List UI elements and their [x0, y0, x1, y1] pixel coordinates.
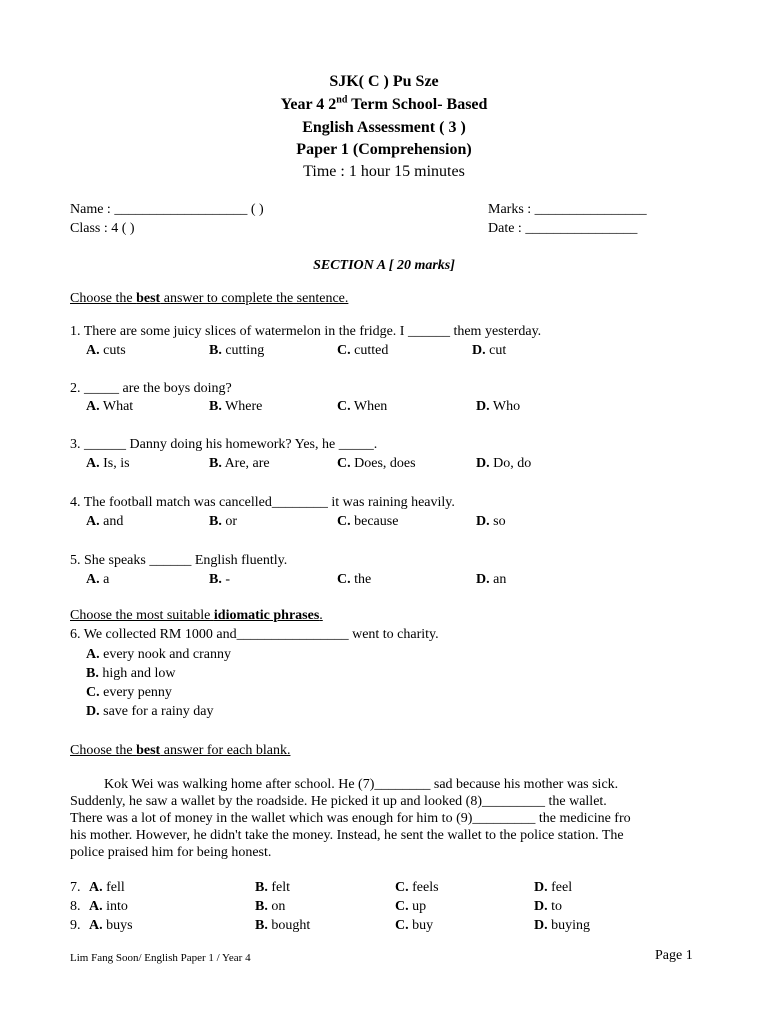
- option-letter: A.: [86, 514, 100, 529]
- option-text: What: [99, 399, 134, 414]
- q4-option-c: [337, 513, 398, 531]
- q8-option-b: [255, 898, 285, 916]
- q6-option-b: [86, 665, 175, 683]
- class-field: Class : 4 ( ): [70, 221, 135, 236]
- passage-line-4: his mother. However, he didn't take the money. Instead, he sent the wallet to the police station. The: [70, 828, 624, 843]
- school-name: SJK( C ) Pu Sze: [329, 73, 439, 90]
- q8-option-d: [534, 898, 562, 916]
- passage-line-2: Suddenly, he saw a wallet by the roadside. He picked it up and looked (8)_________ the wallet.: [70, 794, 607, 809]
- option-letter: C.: [86, 685, 100, 700]
- q3-option-c: [337, 455, 416, 473]
- option-letter: C.: [337, 343, 351, 358]
- instruction-complete-sentence: [70, 290, 348, 308]
- q8-option-a: [89, 898, 128, 916]
- question-1: 1. There are some juicy slices of watermelon in the fridge. I ______ them yesterday.: [70, 324, 542, 339]
- instruction-bold: best: [136, 291, 161, 306]
- option-text: into: [102, 899, 128, 914]
- option-text: save for a rainy day: [99, 704, 214, 719]
- page-number: Page 1: [655, 948, 693, 963]
- q8-number: 8.: [70, 899, 81, 914]
- option-letter: C.: [395, 880, 409, 895]
- option-letter: C.: [395, 899, 409, 914]
- q1-option-c: [337, 342, 388, 360]
- instruction-text: Choose the: [70, 291, 137, 306]
- question-4: 4. The football match was cancelled________ it was raining heavily.: [70, 495, 455, 510]
- option-text: up: [408, 899, 427, 914]
- option-text: or: [221, 514, 238, 529]
- option-text: and: [99, 514, 124, 529]
- option-letter: D.: [476, 514, 490, 529]
- option-text: high and low: [98, 666, 176, 681]
- option-letter: A.: [86, 647, 100, 662]
- term-prefix: Year 4 2: [280, 96, 337, 113]
- option-letter: D.: [476, 572, 490, 587]
- option-text: cuts: [99, 343, 126, 358]
- option-letter: D.: [534, 880, 548, 895]
- q7-option-d: [534, 879, 572, 897]
- passage-line-1: Kok Wei was walking home after school. He (7)________ sad because his mother was sick.: [104, 777, 619, 792]
- q3-option-d: [476, 455, 531, 473]
- q6-option-c: [86, 684, 172, 702]
- q7-option-a: [89, 879, 125, 897]
- option-letter: D.: [476, 456, 490, 471]
- option-letter: B.: [209, 399, 222, 414]
- q7-number: 7.: [70, 880, 81, 895]
- q7-option-b: [255, 879, 290, 897]
- option-text: on: [267, 899, 286, 914]
- passage-line-5: police praised him for being honest.: [70, 845, 272, 860]
- option-letter: C.: [337, 514, 351, 529]
- q5-option-c: [337, 571, 371, 589]
- q2-option-c: [337, 398, 387, 416]
- q2-option-a: [86, 398, 133, 416]
- option-letter: C.: [337, 456, 351, 471]
- option-text: Do, do: [489, 456, 532, 471]
- option-letter: A.: [89, 899, 103, 914]
- option-text: fell: [102, 880, 125, 895]
- option-text: so: [489, 514, 506, 529]
- q3-option-b: [209, 455, 270, 473]
- option-letter: B.: [209, 456, 222, 471]
- option-text: When: [350, 399, 388, 414]
- option-letter: A.: [89, 880, 103, 895]
- option-letter: B.: [255, 918, 268, 933]
- option-letter: A.: [86, 456, 100, 471]
- instruction-idiomatic-phrases: [70, 607, 323, 625]
- q5-option-b: [209, 571, 230, 589]
- instruction-text: .: [319, 608, 323, 623]
- option-text: to: [547, 899, 563, 914]
- option-letter: B.: [209, 514, 222, 529]
- option-letter: D.: [534, 899, 548, 914]
- q9-option-a: [89, 917, 133, 935]
- option-text: bought: [267, 918, 311, 933]
- date-field: Date : ________________: [488, 221, 638, 236]
- time-allowed: Time : 1 hour 15 minutes: [303, 163, 465, 180]
- q1-option-b: [209, 342, 264, 360]
- option-letter: A.: [89, 918, 103, 933]
- option-letter: D.: [476, 399, 490, 414]
- q2-option-d: [476, 398, 520, 416]
- passage-line-3: There was a lot of money in the wallet which was enough for him to (9)_________ the medicine fro: [70, 811, 631, 826]
- option-text: the: [350, 572, 372, 587]
- q9-option-c: [395, 917, 433, 935]
- q9-option-b: [255, 917, 310, 935]
- term-sup: nd: [336, 94, 348, 106]
- section-a-title: SECTION A [ 20 marks]: [313, 258, 455, 273]
- option-text: buys: [102, 918, 133, 933]
- option-text: -: [221, 572, 231, 587]
- marks-field: Marks : ________________: [488, 202, 647, 217]
- option-letter: A.: [86, 343, 100, 358]
- q4-option-d: [476, 513, 506, 531]
- instruction-text: answer to complete the sentence.: [160, 291, 349, 306]
- assessment-title: English Assessment ( 3 ): [302, 119, 466, 136]
- option-text: Is, is: [99, 456, 130, 471]
- q8-option-c: [395, 898, 426, 916]
- option-text: because: [350, 514, 399, 529]
- option-letter: B.: [209, 572, 222, 587]
- option-letter: C.: [337, 572, 351, 587]
- q3-option-a: [86, 455, 130, 473]
- option-text: feel: [547, 880, 573, 895]
- instruction-text: answer for each blank.: [160, 743, 291, 758]
- option-letter: B.: [255, 880, 268, 895]
- option-letter: C.: [395, 918, 409, 933]
- q7-option-c: [395, 879, 439, 897]
- option-letter: A.: [86, 572, 100, 587]
- option-text: Where: [221, 399, 263, 414]
- option-text: buying: [547, 918, 591, 933]
- q1-option-a: [86, 342, 126, 360]
- instruction-each-blank: [70, 742, 290, 760]
- q6-option-d: [86, 703, 214, 721]
- option-text: felt: [267, 880, 290, 895]
- option-text: an: [489, 572, 507, 587]
- option-text: Are, are: [221, 456, 270, 471]
- instruction-text: Choose the: [70, 743, 137, 758]
- paper-title: Paper 1 (Comprehension): [296, 141, 472, 158]
- instruction-text: Choose the most suitable: [70, 608, 214, 623]
- option-letter: B.: [209, 343, 222, 358]
- footer-author: Lim Fang Soon/ English Paper 1 / Year 4: [70, 952, 251, 964]
- q4-option-b: [209, 513, 237, 531]
- option-letter: C.: [337, 399, 351, 414]
- option-letter: D.: [534, 918, 548, 933]
- option-letter: A.: [86, 399, 100, 414]
- term-suffix: Term School- Based: [347, 96, 488, 113]
- question-2: 2. _____ are the boys doing?: [70, 381, 232, 396]
- option-text: every nook and cranny: [99, 647, 232, 662]
- option-letter: D.: [472, 343, 486, 358]
- q5-option-d: [476, 571, 506, 589]
- question-6: 6. We collected RM 1000 and________________ went to charity.: [70, 627, 439, 642]
- q5-option-a: [86, 571, 109, 589]
- q6-option-a: [86, 646, 231, 664]
- option-text: cutting: [221, 343, 265, 358]
- option-letter: D.: [86, 704, 100, 719]
- option-text: every penny: [99, 685, 172, 700]
- instruction-bold: idiomatic phrases: [213, 608, 320, 623]
- option-letter: B.: [255, 899, 268, 914]
- option-text: feels: [408, 880, 439, 895]
- term-title: [0, 95, 768, 115]
- option-letter: B.: [86, 666, 99, 681]
- q2-option-b: [209, 398, 262, 416]
- q9-number: 9.: [70, 918, 81, 933]
- option-text: Does, does: [350, 456, 416, 471]
- option-text: cut: [485, 343, 507, 358]
- instruction-bold: best: [136, 743, 161, 758]
- question-5: 5. She speaks ______ English fluently.: [70, 553, 288, 568]
- q9-option-d: [534, 917, 590, 935]
- q4-option-a: [86, 513, 123, 531]
- q1-option-d: [472, 342, 506, 360]
- name-field: Name : ___________________ ( ): [70, 202, 264, 217]
- option-text: Who: [489, 399, 521, 414]
- option-text: cutted: [350, 343, 389, 358]
- question-3: 3. ______ Danny doing his homework? Yes, he _____.: [70, 437, 378, 452]
- option-text: a: [99, 572, 110, 587]
- option-text: buy: [408, 918, 434, 933]
